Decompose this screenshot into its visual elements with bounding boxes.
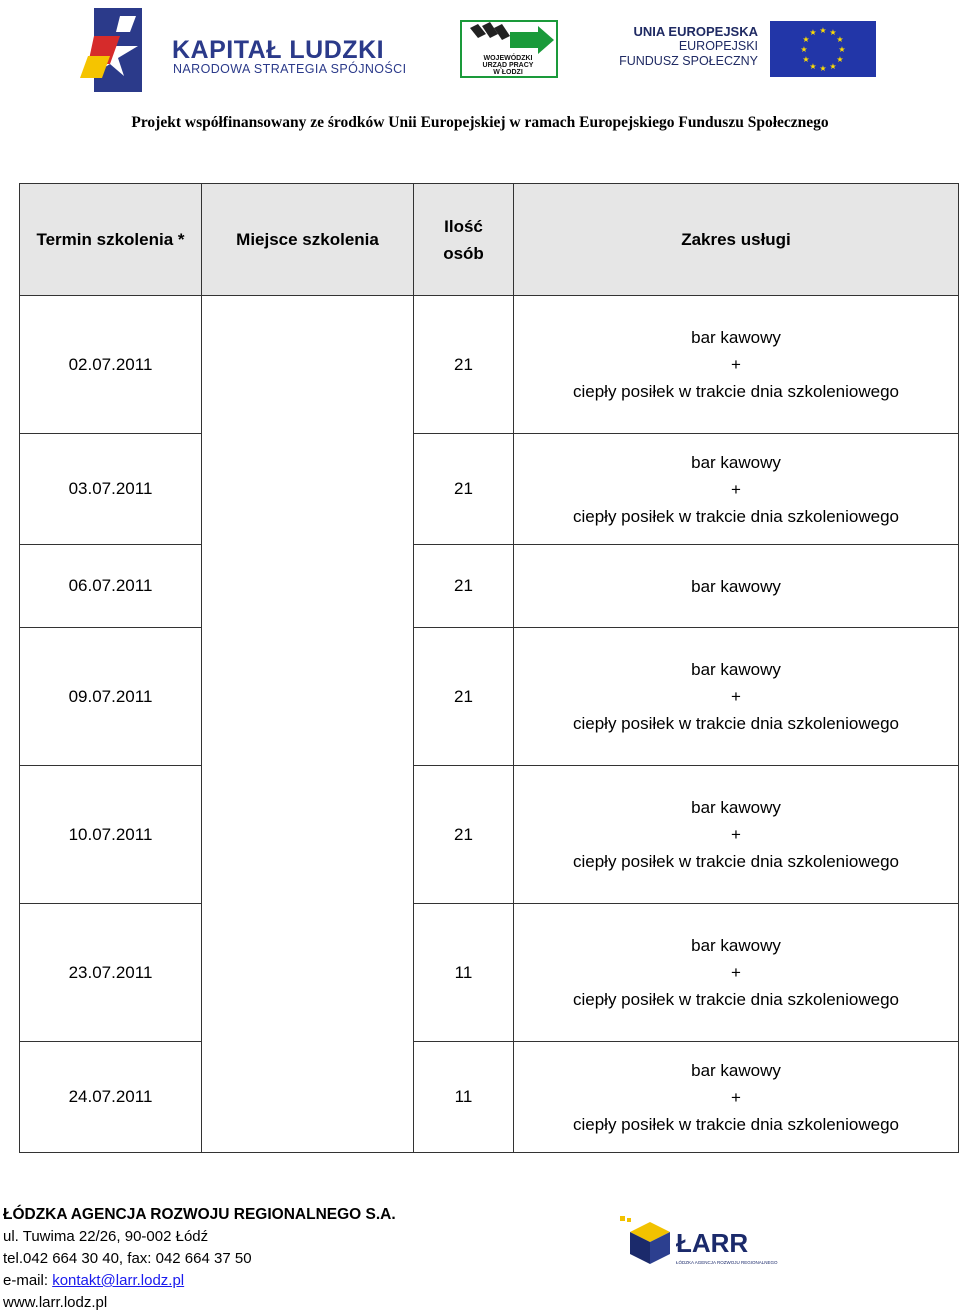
eu-title: UNIA EUROPEJSKA xyxy=(633,24,758,39)
service-line: + xyxy=(731,479,741,499)
cell-service xyxy=(514,1042,959,1153)
header-scope: Zakres usługi xyxy=(514,184,959,296)
svg-text:★: ★ xyxy=(809,28,817,37)
header-count-line-1: Ilość xyxy=(444,216,483,236)
service-line: ciepły posiłek w trakcie dnia szkoleniowego xyxy=(573,852,899,871)
footer-www: www.larr.lodz.pl xyxy=(3,1294,108,1311)
svg-text:★: ★ xyxy=(819,26,827,35)
service-line: + xyxy=(731,687,741,706)
cell-date: 06.07.2011 xyxy=(20,545,202,628)
service-line: + xyxy=(731,355,741,374)
svg-text:★: ★ xyxy=(829,62,837,71)
service-line: ciepły posiłek w trakcie dnia szkoleniowego xyxy=(573,714,899,733)
cell-service xyxy=(514,545,959,628)
service-line: bar kawowy xyxy=(691,328,781,347)
cell-count: 21 xyxy=(414,545,514,628)
cell-service xyxy=(514,628,959,766)
svg-text:★: ★ xyxy=(802,55,810,64)
eu-line-3: FUNDUSZ SPOŁECZNY xyxy=(619,54,758,68)
larr-logo-icon xyxy=(618,1214,780,1270)
service-line: + xyxy=(731,963,741,982)
service-line: bar kawowy xyxy=(691,936,781,955)
header-count xyxy=(414,184,514,296)
table-row xyxy=(20,628,959,766)
service-line: ciepły posiłek w trakcie dnia szkoleniowego xyxy=(573,1114,899,1134)
cell-count: 21 xyxy=(414,766,514,904)
cell-count: 11 xyxy=(414,1042,514,1153)
service-line: + xyxy=(731,1087,741,1107)
header-date: Termin szkolenia * xyxy=(20,184,202,296)
larr-logo-subtext: ŁÓDZKA AGENCJA ROZWOJU REGIONALNEGO xyxy=(676,1260,778,1265)
service-line: bar kawowy xyxy=(691,798,781,817)
svg-text:★: ★ xyxy=(829,28,837,37)
cell-date: 10.07.2011 xyxy=(20,766,202,904)
table-row xyxy=(20,545,959,628)
svg-text:★: ★ xyxy=(836,55,844,64)
logo-bar xyxy=(0,0,960,100)
cell-count: 21 xyxy=(414,628,514,766)
footer-org-name: ŁÓDZKA AGENCJA ROZWOJU REGIONALNEGO S.A. xyxy=(3,1206,396,1223)
cell-date: 02.07.2011 xyxy=(20,296,202,434)
wup-line-1: WOJEWÓDZKI xyxy=(483,55,533,62)
larr-logo-text: ŁARR xyxy=(676,1228,749,1258)
table-row xyxy=(20,296,959,434)
table-row xyxy=(20,904,959,1042)
training-schedule-table xyxy=(19,183,959,1153)
eu-text-block xyxy=(600,24,758,69)
service-line: ciepły posiłek w trakcie dnia szkoleniowego xyxy=(573,990,899,1009)
eu-flag-icon xyxy=(770,21,876,77)
cell-service xyxy=(514,904,959,1042)
footer-email-label: e-mail: xyxy=(3,1272,53,1289)
service-line: ciepły posiłek w trakcie dnia szkoleniowego xyxy=(573,506,899,526)
cell-service xyxy=(514,766,959,904)
wup-lodz-logo-icon xyxy=(460,20,558,78)
eu-line-2: EUROPEJSKI xyxy=(678,39,758,53)
table-row xyxy=(20,1042,959,1153)
wup-line-3: W ŁODZI xyxy=(493,69,523,76)
cell-date: 03.07.2011 xyxy=(20,434,202,545)
kapital-ludzki-logo-icon xyxy=(80,6,162,94)
svg-text:★: ★ xyxy=(836,35,844,44)
wup-line-2: URZĄD PRACY xyxy=(482,62,534,69)
service-line: + xyxy=(731,825,741,844)
service-line: ciepły posiłek w trakcie dnia szkoleniowego xyxy=(573,382,899,401)
kapital-ludzki-title: KAPITAŁ LUDZKI xyxy=(172,36,385,64)
kapital-ludzki-subtitle: NARODOWA STRATEGIA SPÓJNOŚCI xyxy=(173,62,407,76)
cell-count: 11 xyxy=(414,904,514,1042)
footer-phone: tel.042 664 30 40, fax: 042 664 37 50 xyxy=(3,1250,252,1267)
header-place: Miejsce szkolenia xyxy=(202,184,414,296)
table-row xyxy=(20,434,959,545)
footer-contact xyxy=(3,1204,396,1314)
service-line: bar kawowy xyxy=(691,1060,781,1080)
svg-text:★: ★ xyxy=(838,45,846,54)
footer-email-line xyxy=(3,1270,396,1292)
svg-text:★: ★ xyxy=(802,35,810,44)
footer-address: ul. Tuwima 22/26, 90-002 Łódź xyxy=(3,1228,209,1245)
svg-text:★: ★ xyxy=(819,64,827,73)
project-cofinancing-line: Projekt współfinansowany ze środków Unii Europejskiej w ramach Europejskiego Funduszu Społecznego xyxy=(131,114,829,131)
cell-count: 21 xyxy=(414,296,514,434)
service-line: bar kawowy xyxy=(691,660,781,679)
cell-service xyxy=(514,296,959,434)
cell-date: 23.07.2011 xyxy=(20,904,202,1042)
svg-text:★: ★ xyxy=(800,45,808,54)
cell-count: 21 xyxy=(414,434,514,545)
service-line: bar kawowy xyxy=(691,452,781,472)
table-header-row xyxy=(20,184,959,296)
svg-text:★: ★ xyxy=(809,62,817,71)
footer-email-link[interactable]: kontakt@larr.lodz.pl xyxy=(52,1272,185,1289)
cell-service xyxy=(514,434,959,545)
cell-place xyxy=(202,296,414,1153)
table-body xyxy=(20,296,959,1153)
service-line: bar kawowy xyxy=(691,576,781,596)
cell-date: 09.07.2011 xyxy=(20,628,202,766)
cell-date: 24.07.2011 xyxy=(20,1042,202,1153)
table-row xyxy=(20,766,959,904)
header-count-line-2: osób xyxy=(443,243,484,263)
